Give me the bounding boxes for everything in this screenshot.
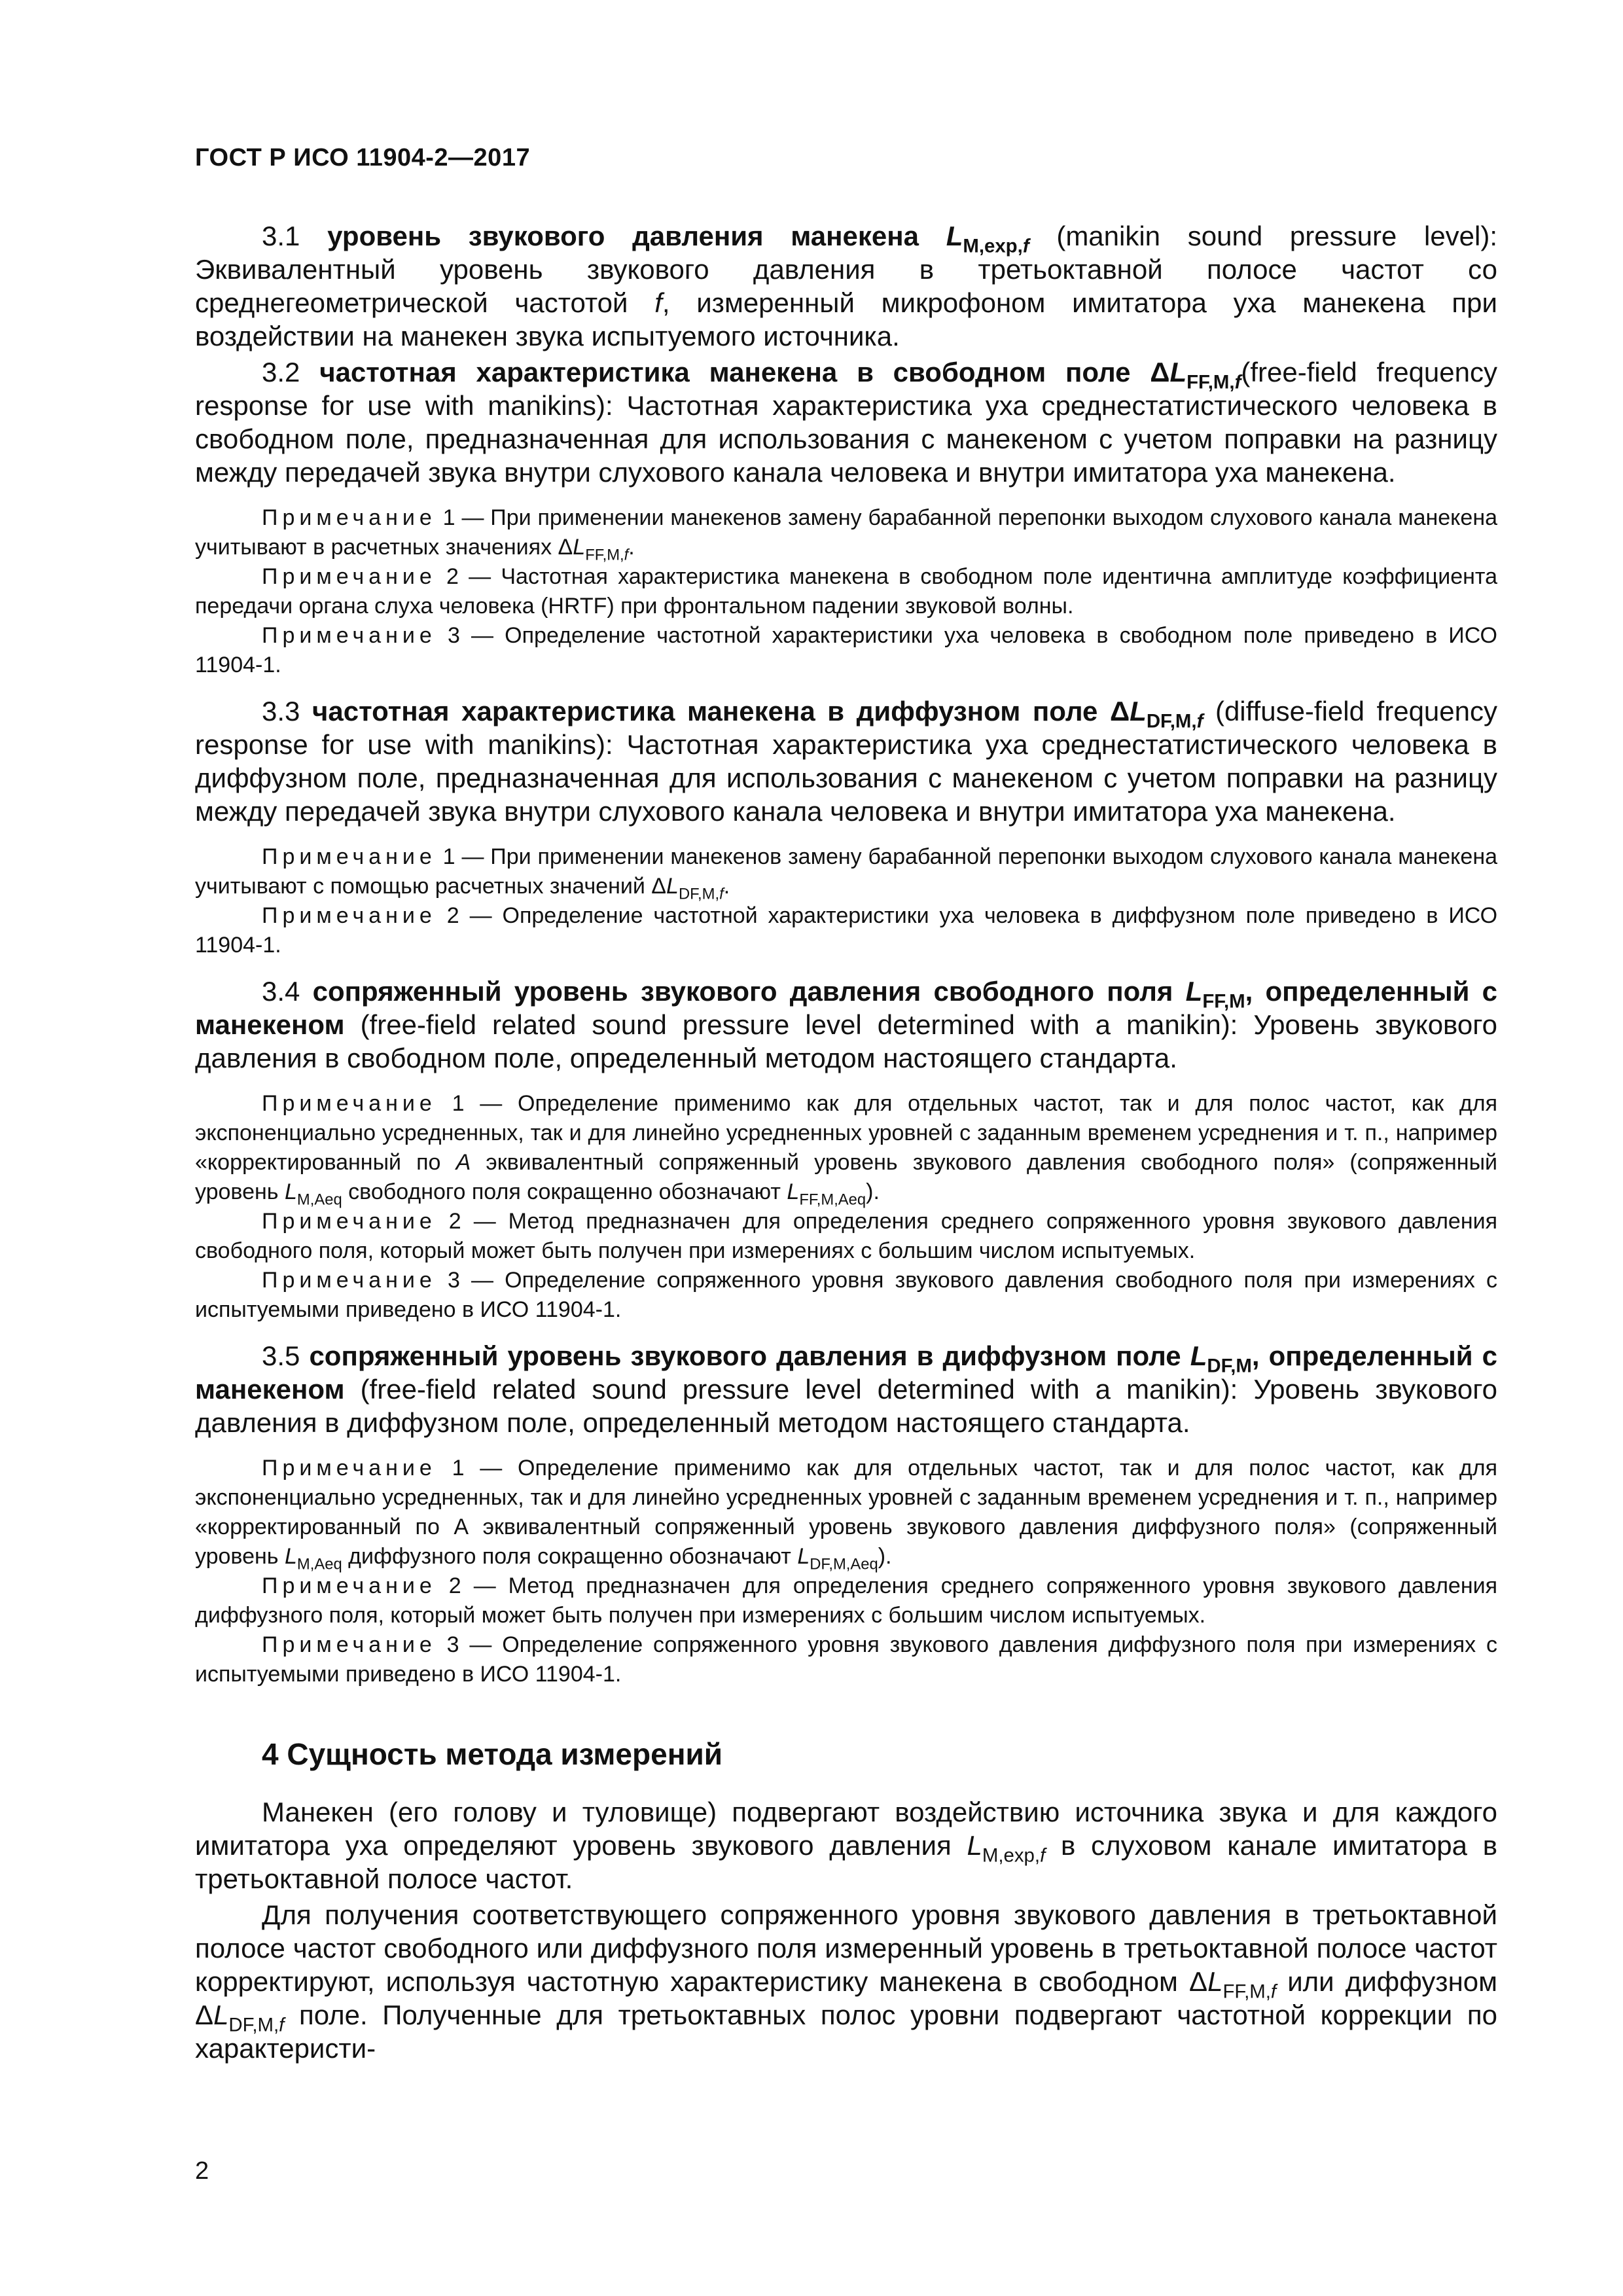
note-text: — Метод предназначен для определения среднего сопряженного уровня звукового давления диффузного поля, который может быть получен при измерениях с большим числом испытуемых. — [195, 1573, 1498, 1628]
definition-text-end: , измеренный микрофоном имитатора уха манекена при воздействии на манекен звука испытуемого источника. — [195, 287, 1497, 351]
note — [195, 1571, 1497, 1630]
note-text-continued: эквивалентный сопряженный уровень звукового давления свободного поля» (сопряженный уровень — [195, 1150, 1497, 1204]
note-symbol-sub-italic: f — [719, 885, 724, 903]
definition-3-1 — [195, 219, 1497, 353]
note-text-continued: диффузного поля сокращенно обозначают — [348, 1544, 791, 1569]
note-text: — Определение применимо как для отдельных частот, так и для полос частот, как для экспоненциально усредненных, так и для линейно усредненных уровней с заданным временем усреднения и т. п., например «корректированный по — [195, 1091, 1497, 1175]
note-symbol: L — [284, 1179, 297, 1204]
note-symbol-sub-italic: f — [624, 546, 629, 564]
notes-3-3 — [195, 842, 1497, 960]
definition-number: 3.3 — [262, 696, 300, 726]
note-number: 3 — [446, 1632, 459, 1657]
note-number: 1 — [452, 1091, 465, 1116]
term-symbol-sub: FF,M, — [1186, 371, 1235, 393]
note-label: Примечание — [262, 1632, 437, 1657]
note-symbol-sub: DF,M, — [678, 885, 720, 903]
note-end: . — [723, 874, 730, 899]
note-end: ). — [878, 1544, 892, 1569]
definition-number: 3.4 — [262, 976, 300, 1007]
definition-term: частотная характеристика манекена в диффузном поле — [312, 696, 1098, 726]
definition-number: 3.2 — [262, 357, 300, 387]
note-label: Примечание — [262, 903, 437, 928]
term-symbol: L — [946, 221, 963, 251]
definition-3-5 — [195, 1339, 1497, 1439]
note-number: 1 — [442, 505, 455, 530]
note-text: — Определение сопряженного уровня звукового давления диффузного поля при измерениях с испытуемыми приведено в ИСО 11904-1. — [195, 1632, 1497, 1687]
note — [195, 1266, 1497, 1325]
paragraph-text: Для получения соответствующего сопряженного уровня звукового давления в третьоктавной полосе частот свободного или диффузного поля измеренный уровень в третьоктавной полосе частот корректируют, используя частотную характеристику манекена в свободном — [195, 1899, 1497, 1997]
term-symbol: L — [1190, 1340, 1207, 1371]
note-number: 3 — [447, 1268, 460, 1293]
note-text-continued: свободного поля сокращенно обозначают — [348, 1179, 781, 1204]
note-text: — Определение частотной характеристики уха человека в свободном поле приведено в ИСО 11904-1. — [195, 623, 1497, 677]
note-number: 2 — [448, 1209, 461, 1234]
paragraph-symbol-sub: FF,M, — [1222, 1981, 1271, 2003]
definition-text: Уровень звукового давления в свободном поле, определенный методом настоящего стандарта. — [195, 1009, 1498, 1073]
notes-3-5 — [195, 1454, 1497, 1689]
definition-english: (free-field related sound pressure level determined with a manikin): — [360, 1374, 1238, 1405]
term-symbol-sub: DF,M — [1207, 1355, 1252, 1377]
definition-3-4 — [195, 975, 1497, 1075]
term-symbol-sub: FF,M — [1202, 990, 1245, 1013]
note-label: Примечание — [262, 1209, 437, 1234]
paragraph-symbol-sub-italic: f — [1270, 1981, 1277, 2003]
note-label: Примечание — [262, 844, 437, 869]
definition-english: (free-field frequency response for use with manikins): — [195, 357, 1498, 421]
paragraph-text-continued: в слуховом канале имитатора в третьоктавной полосе частот. — [195, 1830, 1498, 1894]
note-label: Примечание — [262, 1456, 437, 1480]
note-symbol-prefix: Δ — [558, 535, 573, 560]
document-header: ГОСТ Р ИСО 11904-2—2017 — [195, 144, 531, 171]
notes-3-4 — [195, 1089, 1497, 1325]
definition-term: уровень звукового давления манекена — [327, 221, 919, 251]
note-label: Примечание — [262, 623, 437, 648]
definition-term-continued: , определенный с манекеном — [195, 976, 1498, 1040]
note — [195, 1089, 1497, 1207]
note-symbol: L — [573, 535, 586, 560]
definition-3-3 — [195, 694, 1497, 828]
note-text: — Частотная характеристика манекена в свободном поле идентична амплитуде коэффициента передачи органа слуха человека (HRTF) при фронтальном падении звуковой волны. — [195, 564, 1497, 619]
note-symbol-sub: M,Aeq — [296, 1191, 342, 1209]
note-number: 2 — [446, 564, 459, 589]
definition-english: (free-field related sound pressure level determined with a manikin): — [360, 1009, 1238, 1040]
note-symbol: L — [797, 1544, 810, 1569]
document-body — [195, 219, 1497, 2065]
note-label: Примечание — [262, 1573, 437, 1598]
note-label: Примечание — [262, 564, 437, 589]
note-end: . — [628, 535, 635, 560]
note-symbol-prefix: Δ — [651, 874, 667, 899]
definition-text: Уровень звукового давления в диффузном поле, определенный методом настоящего стандарта. — [195, 1374, 1498, 1438]
note-number: 3 — [447, 623, 460, 648]
paragraph-text: Манекен (его голову и туловище) подвергают воздействию источника звука и для каждого имитатора уха определяют уровень звукового давления — [195, 1797, 1497, 1861]
section-paragraph — [195, 1795, 1497, 1895]
note — [195, 1454, 1497, 1571]
page-number: 2 — [195, 2157, 209, 2185]
note-number: 1 — [452, 1456, 465, 1480]
term-symbol-prefix: Δ — [1150, 357, 1170, 387]
definition-text: Эквивалентный уровень звукового давления в третьоктавной полосе частот со среднегеометрической частотой — [195, 254, 1497, 318]
term-symbol-sub-italic: f — [1234, 371, 1241, 393]
note-symbol: A — [455, 1150, 471, 1175]
paragraph-symbol-sub-italic: f — [279, 2014, 285, 2036]
definition-english: (manikin sound pressure level): — [1056, 221, 1498, 251]
definition-3-2 — [195, 355, 1497, 489]
term-symbol: L — [1169, 357, 1187, 387]
term-symbol: L — [1185, 976, 1203, 1007]
note — [195, 1630, 1497, 1689]
note-text: — При применении манекенов замену барабанной перепонки выходом слухового канала манекена учитывают в расчетных значениях — [195, 505, 1498, 560]
definition-text: Частотная характеристика уха среднестатистического человека в диффузном поле, предназначенная для использования с манекеном с учетом поправки на разницу между передачей звука внутри слухового канала человека и внутри имитатора уха манекена. — [195, 729, 1497, 827]
term-symbol-prefix: Δ — [1109, 696, 1130, 726]
note-symbol-sub: FF,M,Aeq — [799, 1191, 866, 1209]
note-text: — Метод предназначен для определения среднего сопряженного уровня звукового давления свободного поля, который может быть получен при измерениях с большим числом испытуемых. — [195, 1209, 1498, 1263]
definition-text: Частотная характеристика уха среднестатистического человека в свободном поле, предназначенная для использования с манекеном с учетом поправки на разницу между передачей звука внутри слухового канала человека и внутри имитатора уха манекена. — [195, 390, 1497, 488]
definition-number: 3.5 — [262, 1340, 300, 1371]
note — [195, 901, 1497, 960]
definition-term-continued: , определенный с манекеном — [195, 1340, 1497, 1405]
note-symbol-sub: M,Aeq — [296, 1555, 342, 1573]
term-symbol-sub: M,exp, — [963, 235, 1023, 257]
paragraph-symbol-sub: DF,M, — [228, 2014, 279, 2036]
term-symbol: L — [1130, 696, 1147, 726]
note-symbol-sub: FF,M, — [585, 546, 624, 564]
note-number: 2 — [446, 903, 459, 928]
note-text: — Определение частотной характеристики уха человека в диффузном поле приведено в ИСО 11904-1. — [195, 903, 1498, 958]
paragraph-symbol: L — [213, 2000, 229, 2030]
note-end: ). — [866, 1179, 880, 1204]
definition-text-italic: f — [654, 287, 662, 318]
definition-number: 3.1 — [262, 221, 300, 251]
paragraph-symbol-sub-italic: f — [1040, 1844, 1046, 1867]
term-symbol-sub: DF,M, — [1146, 710, 1197, 732]
term-symbol-sub-italic: f — [1022, 235, 1029, 257]
note-label: Примечание — [262, 1091, 437, 1116]
note — [195, 562, 1497, 621]
note-label: Примечание — [262, 505, 437, 530]
paragraph-symbol-prefix: Δ — [1189, 1966, 1208, 1997]
notes-3-2 — [195, 503, 1497, 680]
note — [195, 1207, 1497, 1266]
paragraph-symbol: L — [967, 1830, 982, 1861]
paragraph-symbol-sub: M,exp, — [982, 1844, 1041, 1867]
term-symbol-sub-italic: f — [1196, 710, 1204, 732]
note-symbol: L — [284, 1544, 297, 1569]
note-symbol: L — [666, 874, 679, 899]
note-text: — При применении манекенов замену барабанной перепонки выходом слухового канала манекена учитывают с помощью расчетных значений — [195, 844, 1498, 899]
paragraph-text-continued: поле. Полученные для третьоктавных полос уровни подвергают частотной коррекции по характеристи- — [195, 2000, 1497, 2064]
note-symbol: L — [787, 1179, 800, 1204]
paragraph-symbol-prefix: Δ — [195, 2000, 214, 2030]
paragraph-symbol: L — [1207, 1966, 1223, 1997]
note — [195, 503, 1497, 562]
definition-term: частотная характеристика манекена в свободном поле — [319, 357, 1131, 387]
definition-term: сопряженный уровень звукового давления в диффузном поле — [309, 1340, 1181, 1371]
note-symbol-sub: DF,M,Aeq — [810, 1555, 878, 1573]
definition-english: (diffuse-field frequency response for use with manikins): — [195, 696, 1497, 760]
note-label: Примечание — [262, 1268, 437, 1293]
paragraph-text-continued: или диффузном — [1287, 1966, 1497, 1997]
section-paragraph — [195, 1898, 1497, 2065]
note — [195, 621, 1497, 680]
note-text: — Определение применимо как для отдельных частот, так и для полос частот, как для экспоненциально усредненных, так и для линейно усредненных уровней с заданным временем усреднения и т. п., например «корректированный по А эквивалентный сопряженный уровень звукового давления диффузного поля» (сопряженный уровень — [195, 1456, 1497, 1569]
note — [195, 842, 1497, 901]
section-title: 4 Сущность метода измерений — [262, 1737, 723, 1771]
note-number: 1 — [442, 844, 455, 869]
note-number: 2 — [448, 1573, 461, 1598]
note-text: — Определение сопряженного уровня звукового давления свободного поля при измерениях с испытуемыми приведено в ИСО 11904-1. — [195, 1268, 1497, 1322]
definition-term: сопряженный уровень звукового давления свободного поля — [312, 976, 1173, 1007]
